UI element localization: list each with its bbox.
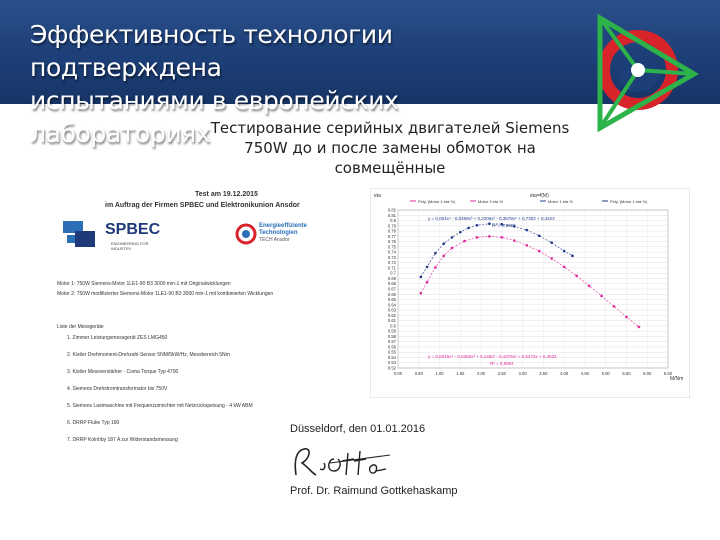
- y-tick-label: 0.79: [387, 223, 396, 229]
- y-tick-label: 0.82: [387, 207, 396, 213]
- x-tick-label: 6.00: [643, 371, 652, 376]
- x-tick-label: 4.50: [580, 371, 590, 376]
- slide-title-line1: Эффективность технологии подтверждена: [30, 20, 393, 82]
- data-point: [625, 316, 628, 319]
- y-tick-label: 0.53: [387, 360, 396, 366]
- test-report-image: [45, 183, 695, 513]
- equation-bottom: y = 0,0016x⁴ - 0,0256x³ + 0,148x² - 0,4376x² + 0,5472x + 0,4633: [428, 354, 557, 359]
- report-subheading: im Auftrag der Firmen SPBEC und Elektronikunion Ansdor: [105, 202, 300, 209]
- company-logo-icon: [582, 10, 704, 132]
- x-axis-label: M/Nm: [670, 376, 684, 382]
- data-point: [488, 222, 491, 225]
- data-point: [442, 255, 445, 258]
- x-tick-label: 2.00: [476, 371, 486, 376]
- y-tick-label: 0.57: [387, 339, 396, 345]
- chart-title: eta=f(M): [530, 193, 549, 199]
- y-tick-label: 0.56: [387, 344, 396, 350]
- y-tick-label: 0.65: [387, 297, 396, 303]
- y-tick-label: 0.68: [387, 281, 396, 287]
- data-point: [613, 305, 616, 308]
- list-item: 4. Siemens Drehstromtransformator bis 750V: [67, 386, 168, 392]
- x-tick-label: 1.50: [456, 371, 465, 376]
- y-tick-label: 0.54: [387, 354, 396, 360]
- y-tick-label: 0.8: [390, 218, 396, 224]
- y-tick-label: 0.78: [387, 228, 396, 234]
- subtitle-line1: Тестирование серийных двигателей Siemens: [210, 119, 570, 137]
- slide-subtitle: [180, 118, 600, 178]
- y-tick-label: 0.75: [387, 244, 396, 250]
- spbec-tagline: ENGINEERING FOR INDUSTRY: [111, 241, 149, 251]
- data-point: [550, 257, 553, 260]
- data-point: [467, 227, 470, 230]
- x-tick-label: 2.50: [497, 371, 506, 376]
- y-tick-label: 0.71: [387, 265, 396, 271]
- energy-tech-line2: Technologien: [259, 230, 298, 236]
- y-tick-label: 0.73: [387, 254, 396, 260]
- y-tick-label: 0.66: [387, 291, 396, 297]
- y-tick-label: 0.76: [387, 239, 396, 245]
- data-point: [459, 231, 462, 234]
- data-point: [525, 244, 528, 247]
- data-point: [550, 241, 553, 244]
- data-point: [538, 250, 541, 253]
- data-point: [638, 326, 641, 329]
- y-tick-label: 0.58: [387, 333, 396, 339]
- y-tick-label: 0.55: [387, 349, 396, 355]
- signer-name: Prof. Dr. Raimund Gottkehaskamp: [290, 485, 458, 497]
- x-tick-label: 4.00: [560, 371, 569, 376]
- equation-top: y = 0,004x⁴ - 0,0469x³ + 0,2206x² - 0,3578x⁵ + 0,7302 + 0,4223: [428, 216, 555, 221]
- list-item: 2. Kistler Drehmoment-Drehzahl-Sensor 5NM/5kW/Hz, Messbereich 5Nm: [67, 352, 230, 358]
- data-point: [513, 239, 516, 242]
- data-point: [588, 285, 591, 288]
- y-tick-label: 0.52: [387, 365, 396, 371]
- legend-item: Poly. (Motor 2 eta %): [418, 199, 456, 204]
- data-point: [434, 266, 437, 269]
- data-point: [501, 236, 504, 239]
- y-tick-label: 0.6: [390, 323, 396, 329]
- list-item: 6. DRRP Fluke Typ 190: [67, 420, 120, 426]
- legend-item: Motor 2 eta %: [478, 199, 503, 204]
- y-tick-label: 0.72: [387, 260, 396, 266]
- data-point: [476, 236, 479, 239]
- y-tick-label: 0.62: [387, 312, 396, 318]
- y-tick-label: 0.59: [387, 328, 396, 334]
- energy-tech-line1: Energieeffiziente: [259, 223, 308, 229]
- energy-tech-line3: TECH Ansdor: [259, 237, 290, 243]
- energy-tech-name: [259, 223, 307, 244]
- legend-item: Poly. (Motor 1 eta %): [610, 199, 648, 204]
- data-point: [563, 266, 566, 269]
- y-tick-label: 0.81: [387, 212, 396, 218]
- data-point: [488, 235, 491, 238]
- list-item: 7. DRRP Kolnhby 187 A zur Widerstandsmessung: [67, 437, 178, 443]
- y-tick-labels: [388, 208, 397, 371]
- y-axis-label: eta: [374, 193, 381, 199]
- y-tick-label: 0.63: [387, 307, 396, 313]
- slide-title-line2: испытаниями в европейских лабораториях: [30, 86, 399, 148]
- data-point: [426, 266, 429, 269]
- efficiency-chart: [370, 188, 690, 398]
- data-point: [525, 229, 528, 232]
- data-point: [571, 255, 574, 258]
- x-tick-label: 5.50: [622, 371, 631, 376]
- data-point: [420, 292, 423, 295]
- spbec-logo-icon: [63, 221, 95, 247]
- instrument-list: [67, 335, 253, 454]
- energy-tech-logo-icon: [235, 223, 257, 245]
- instrument-list-title: Liste der Messgeräte: [57, 324, 104, 330]
- y-tick-label: 0.67: [387, 286, 396, 292]
- data-point: [434, 252, 437, 255]
- data-point: [463, 240, 466, 243]
- list-item: 1. Zimmer Leistungsmessgerät ZES LMG450: [67, 335, 168, 341]
- data-point: [476, 224, 479, 227]
- x-tick-label: 0.00: [393, 371, 403, 376]
- signature-image: [290, 441, 400, 481]
- list-item: 3. Kistler Messverstärker - Coma Torque Typ 4700: [67, 369, 179, 375]
- list-item: 5. Siemens Lastmaschine mit Frequenzumrichter mit Netzrückspeisung - 4 kW ABM: [67, 403, 253, 409]
- data-point: [420, 276, 423, 279]
- subtitle-line2: 750W до и после замены обмоток на: [244, 139, 536, 157]
- y-tick-label: 0.61: [387, 318, 396, 324]
- r2-top: R² = 0,9902: [492, 223, 516, 228]
- y-tick-label: 0.74: [387, 249, 396, 255]
- x-tick-label: 6.50: [663, 371, 673, 376]
- x-tick-label: 3.50: [539, 371, 548, 376]
- y-tick-label: 0.77: [387, 233, 396, 239]
- spbec-name: SPBEC: [105, 221, 161, 238]
- motor1-description: Motor 1: 750W Siemens-Motor 1LE1-90 B3 3000 min-1 mit Originalwicklungen: [57, 281, 231, 287]
- x-tick-label: 3.00: [518, 371, 527, 376]
- data-point: [451, 247, 454, 250]
- report-heading: Test am 19.12.2015: [195, 191, 258, 198]
- data-point: [575, 275, 578, 278]
- data-point: [600, 295, 603, 298]
- data-point: [426, 281, 429, 284]
- motor2-description: Motor 2: 750W modifizierter Siemens-Motor 1LE1-90 B3 3000 min-1 mit kombinierten Wicklungen: [57, 291, 274, 297]
- data-point: [563, 250, 566, 253]
- data-point: [442, 242, 445, 245]
- legend-item: Motor 1 eta %: [548, 199, 573, 204]
- r2-bottom: R² = 0,9994: [490, 361, 514, 366]
- subtitle-line3: совмещённые: [334, 159, 446, 177]
- x-tick-label: 0.50: [414, 371, 423, 376]
- x-tick-label: 1.00: [435, 371, 444, 376]
- signature-date: Düsseldorf, den 01.01.2016: [290, 423, 426, 435]
- x-tick-label: 5.00: [601, 371, 610, 376]
- y-tick-label: 0.64: [387, 302, 396, 308]
- y-tick-label: 0.7: [390, 270, 396, 276]
- y-tick-label: 0.69: [387, 275, 396, 281]
- data-point: [451, 236, 454, 239]
- data-point: [538, 235, 541, 238]
